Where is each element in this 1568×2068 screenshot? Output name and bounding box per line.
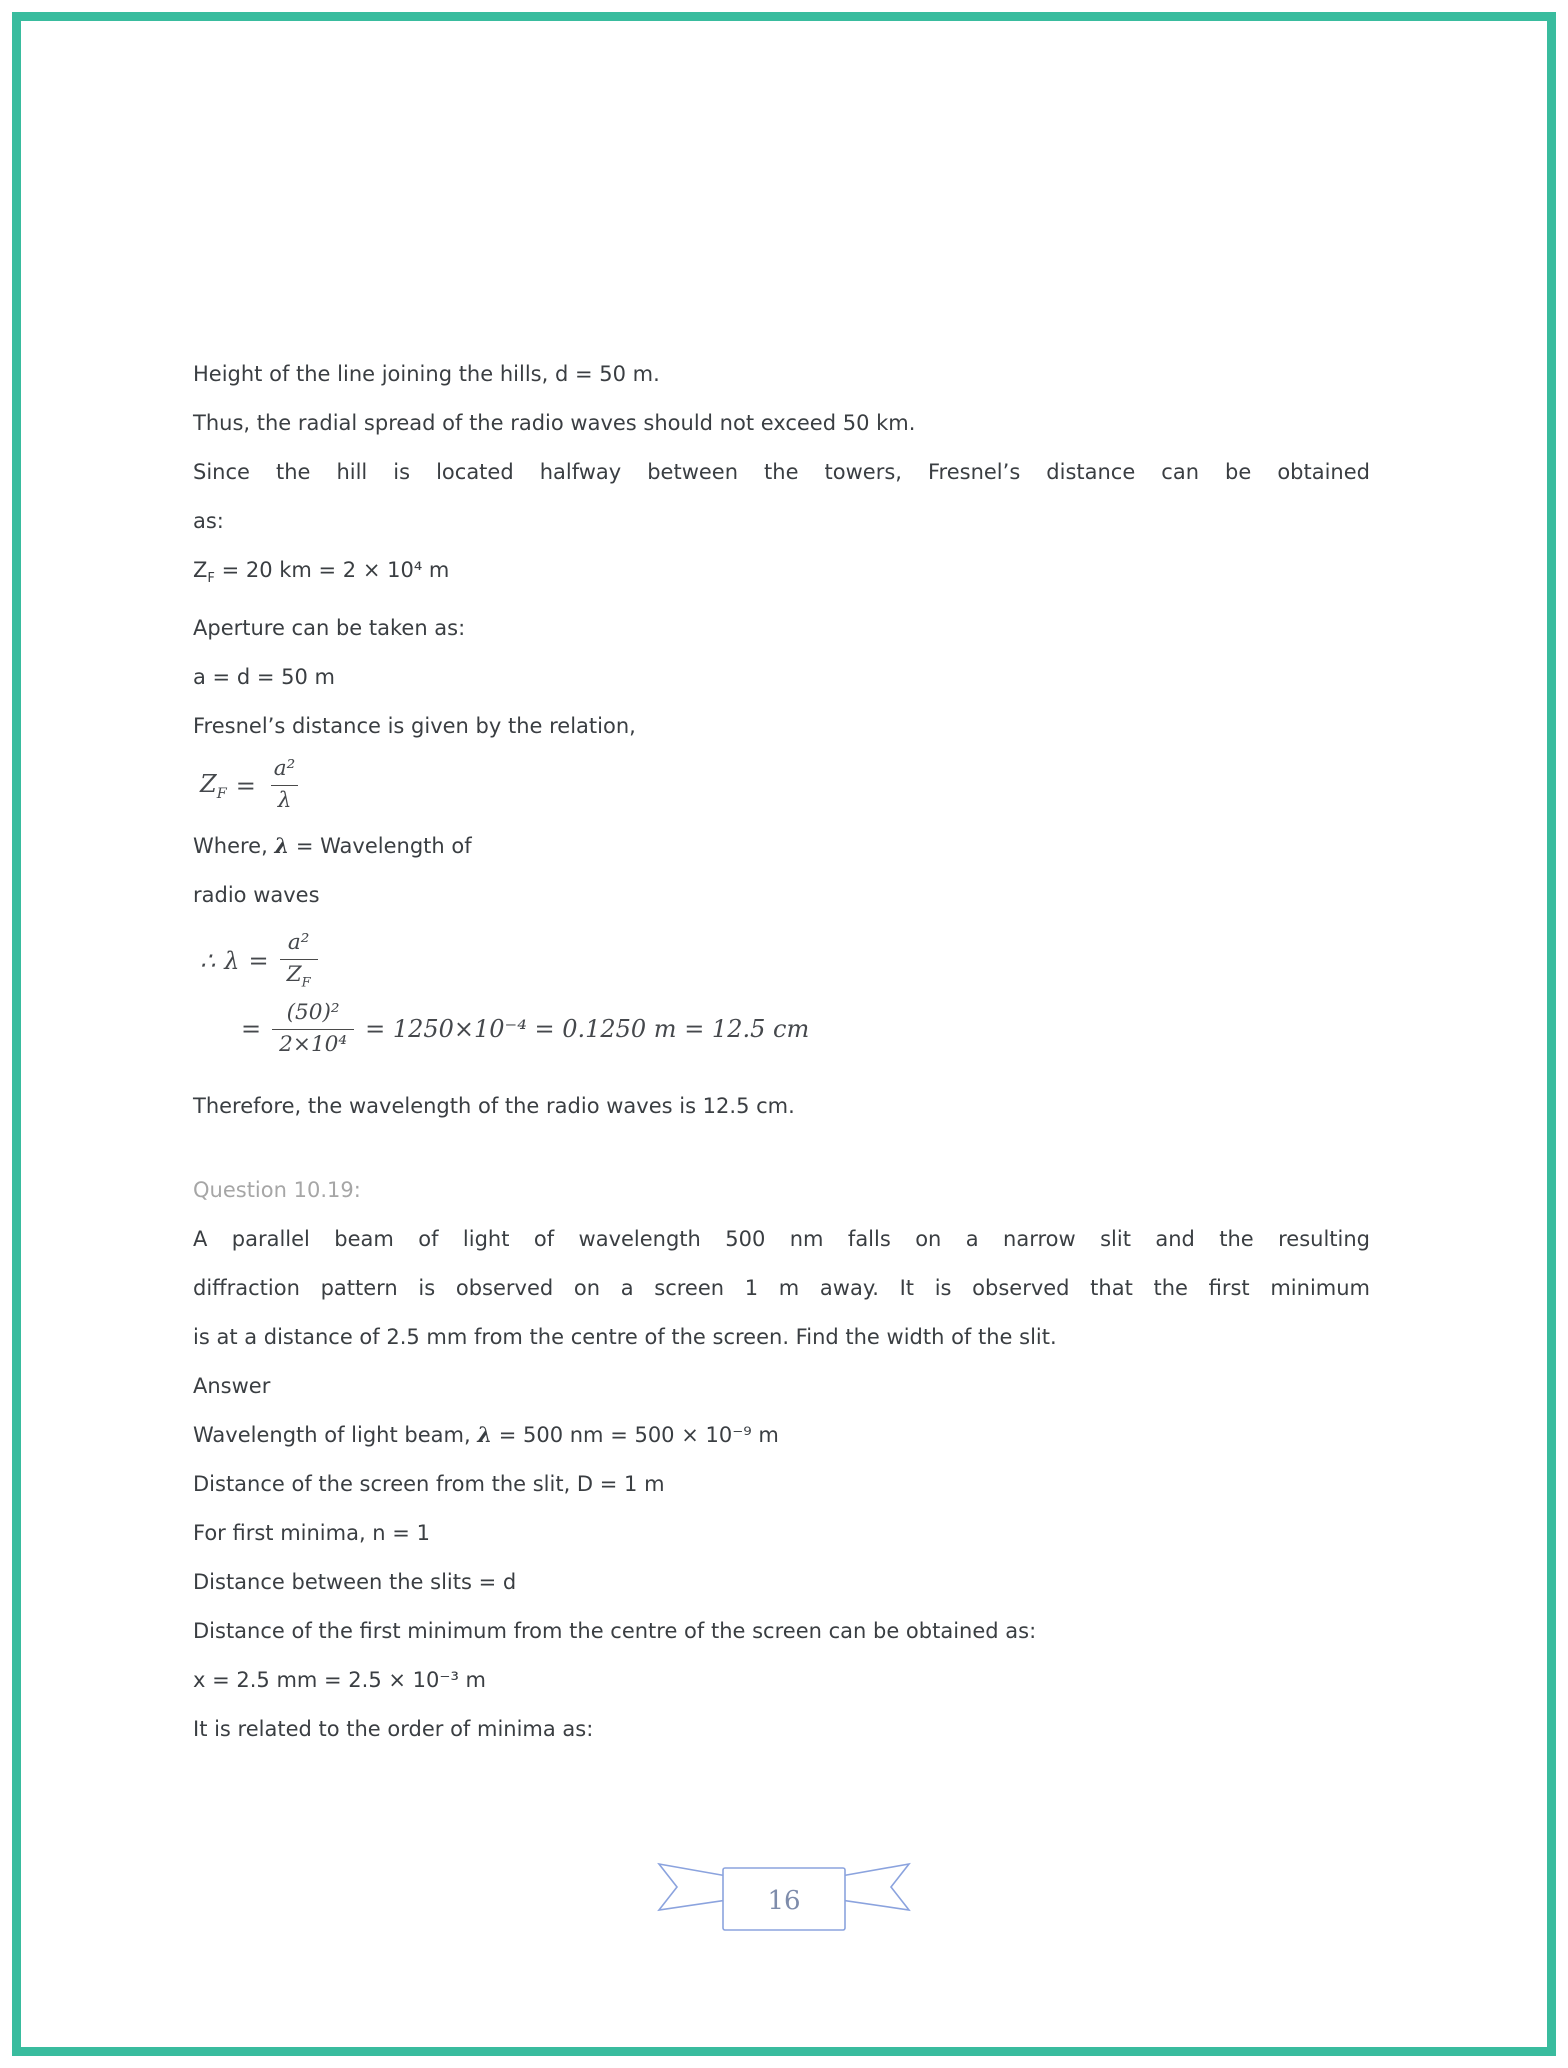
text-post: = 500 nm = 500 × 10⁻⁹ m	[492, 1422, 779, 1447]
page-number-ribbon	[649, 1856, 919, 1944]
lambda-symbol: λ	[477, 1421, 493, 1447]
text-line: Distance of the screen from the slit, D = 1 m	[193, 1471, 665, 1496]
zf-subscript: F	[207, 571, 215, 587]
formula-result: = 1250×10⁻⁴ = 0.1250 m = 12.5 cm	[365, 1015, 810, 1044]
answer-label: Answer	[193, 1373, 271, 1398]
ribbon-right-wing	[841, 1864, 909, 1910]
fraction-denominator	[280, 959, 318, 991]
formula-symbol: Z	[200, 769, 217, 798]
formula-subscript: F	[216, 785, 227, 802]
zf-symbol: Z	[193, 558, 208, 582]
document-content	[193, 356, 1370, 1760]
text-pre: Where,	[193, 833, 275, 858]
formula-lambda-relation	[200, 931, 1370, 991]
fraction-denominator: λ	[271, 785, 299, 814]
text-line: Distance between the slits = d	[193, 1569, 517, 1594]
question-text-line: is at a distance of 2.5 mm from the centre of the screen. Find the width of the slit.	[193, 1324, 1057, 1349]
text-line-wavelength	[193, 1417, 1370, 1453]
text-line-zf-value	[193, 552, 1370, 597]
question-text-line: A parallel beam of light of wavelength 500 nm falls on a narrow slit and the resulting	[193, 1226, 1370, 1251]
text-line: Fresnel’s distance is given by the relation,	[193, 714, 636, 739]
equals-sign: =	[235, 771, 256, 800]
zf-value: = 20 km = 2 × 10⁴ m	[214, 558, 450, 582]
text-line: Since the hill is located halfway between the towers, Fresnel’s distance can be obtained	[193, 460, 1370, 484]
fraction-numerator: a²	[287, 929, 310, 955]
text-line-where-lambda	[193, 828, 1370, 864]
text-line: Height of the line joining the hills, d = 50 m.	[193, 362, 660, 386]
text-pre: Wavelength of light beam,	[193, 1422, 478, 1447]
text-line: a = d = 50 m	[193, 665, 335, 690]
text-line: Thus, the radial spread of the radio waves should not exceed 50 km.	[193, 411, 916, 435]
ribbon-graphic	[649, 1856, 919, 1940]
text-line: Therefore, the wavelength of the radio waves is 12.5 cm.	[193, 1093, 795, 1118]
fraction	[267, 757, 303, 814]
text-line: radio waves	[193, 882, 320, 907]
ribbon-left-wing	[659, 1864, 727, 1910]
question-text-line: diffraction pattern is observed on a screen 1 m away. It is observed that the first minimum	[193, 1275, 1370, 1300]
text-line: It is related to the order of minima as:	[193, 1716, 594, 1741]
formula-subscript: F	[301, 974, 311, 990]
text-line: as:	[193, 509, 224, 533]
text-line: Aperture can be taken as:	[193, 616, 466, 641]
equals-sign: =	[248, 946, 269, 975]
fraction-numerator: a²	[273, 756, 296, 782]
page-number: 16	[767, 1886, 801, 1916]
equals-sign: =	[241, 1015, 262, 1044]
formula-symbol: Z	[286, 961, 302, 987]
lambda-symbol: λ	[274, 832, 290, 858]
fraction-denominator: 2×10⁴	[272, 1029, 354, 1058]
therefore-symbol: ∴	[200, 946, 216, 975]
formula-lhs: λ	[224, 946, 240, 975]
text-line: For first minima, n = 1	[193, 1520, 430, 1545]
text-line: x = 2.5 mm = 2.5 × 10⁻³ m	[193, 1667, 487, 1692]
fraction	[280, 931, 318, 991]
text-line: Distance of the first minimum from the centre of the screen can be obtained as:	[193, 1618, 1037, 1643]
fraction	[272, 1001, 354, 1058]
formula-lhs	[200, 770, 227, 802]
formula-fresnel-distance	[200, 757, 1370, 814]
fraction-numerator: (50)²	[286, 999, 340, 1025]
question-heading: Question 10.19:	[193, 1177, 361, 1202]
formula-wavelength-calculation	[241, 1001, 1370, 1058]
text-post: = Wavelength of	[289, 833, 472, 858]
